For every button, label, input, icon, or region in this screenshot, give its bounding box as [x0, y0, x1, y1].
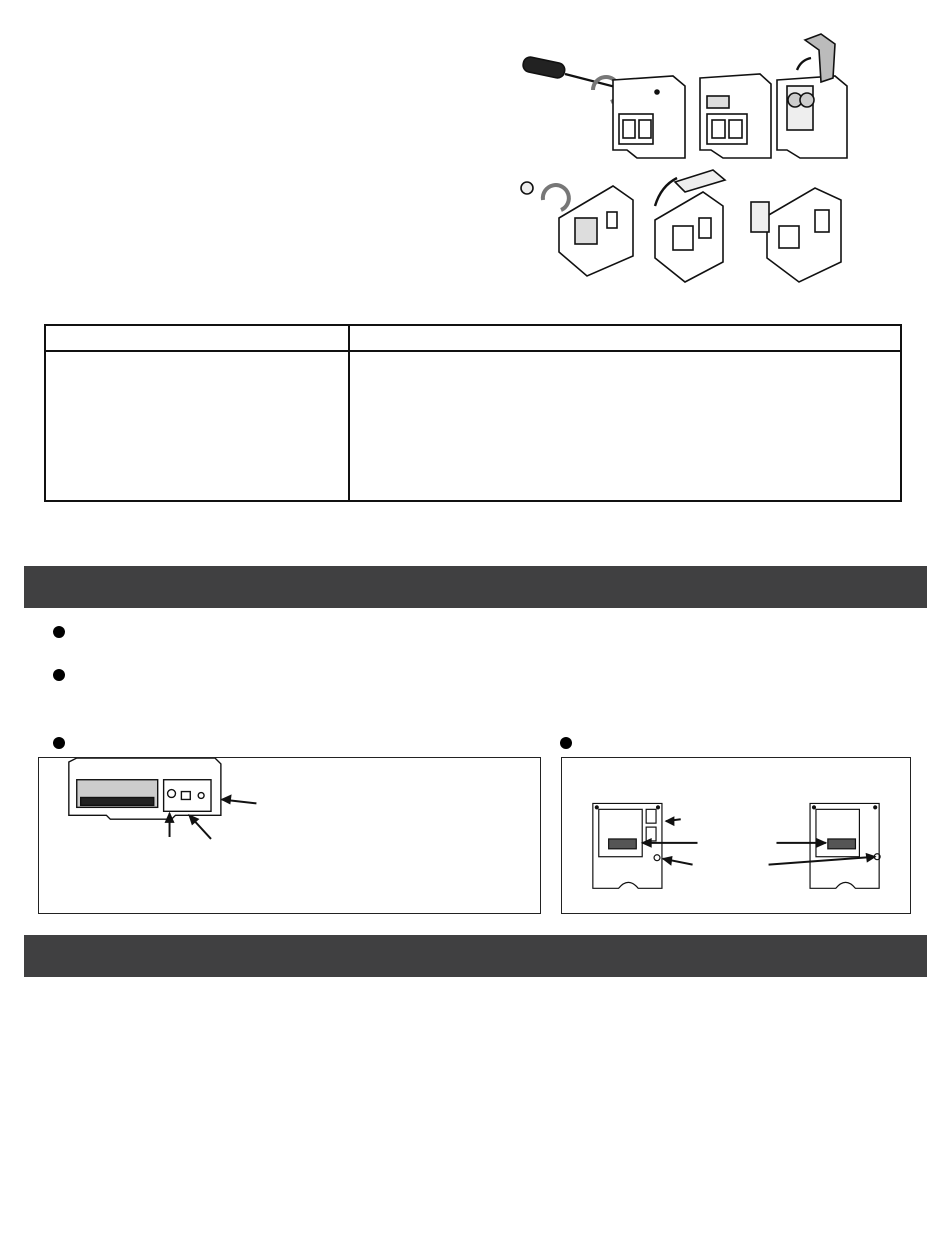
coin-icon: [521, 182, 533, 194]
device-rear-closed: [613, 76, 685, 158]
device-rear-panels-figure: [561, 757, 911, 914]
device-front-pack-removed: [751, 188, 841, 282]
section-header-bar: [24, 935, 927, 977]
bullet-icon: [53, 737, 65, 749]
spec-table: [44, 324, 902, 502]
battery-replacement-illustrations: [515, 30, 850, 285]
section-header-bar: [24, 566, 927, 608]
table-header-divider: [46, 350, 900, 352]
device-top-view-figure: [38, 757, 541, 914]
table-column-divider: [348, 326, 350, 500]
device-front-plate-open: [655, 170, 725, 282]
bullet-icon: [53, 669, 65, 681]
bullet-icon: [560, 737, 572, 749]
device-rear-cover-open: [777, 34, 847, 158]
device-rear-cover-loosened: [700, 74, 771, 158]
device-top-outline: [69, 758, 221, 819]
bullet-icon: [53, 626, 65, 638]
rotate-arrow-icon: [543, 185, 569, 210]
